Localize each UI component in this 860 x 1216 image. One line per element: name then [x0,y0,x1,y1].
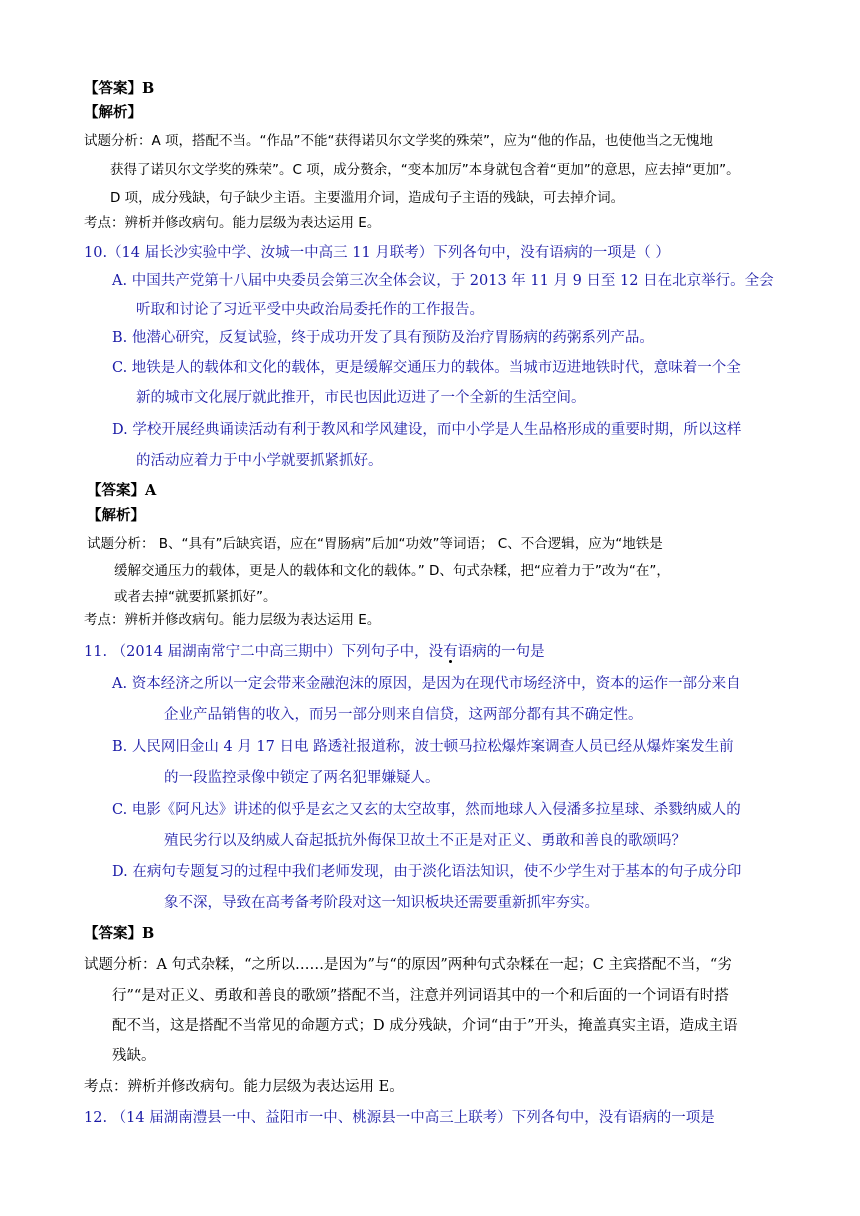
analysis-line: 缓解交通压力的载体，更是人的载体和文化的载体。” D、句式杂糅，把“应着力于”改为“在”， [114,563,670,579]
option-c: C. 地铁是人的载体和文化的载体，更是缓解交通压力的载体。当城市迈进地铁时代，意味着一个全 [112,360,741,376]
option-b-cont: 的一段监控录像中锁定了两名犯罪嫌疑人。 [164,770,440,786]
analysis-line: 试题分析： B、“具有”后缺宾语，应在“胃肠病”后加“功效”等词语； C、不合逻辑，应为“地铁是 [87,536,663,552]
option-d: D. 学校开展经典诵读活动有利于教风和学风建设，而中小学是人生品格形成的重要时期，所以这样 [112,422,742,438]
option-a-cont: 听取和讨论了习近平受中央政治局委托作的工作报告。 [136,302,484,318]
option-a: A. 中国共产党第十八届中央委员会第三次全体会议，于 2013 年 11 月 9 日至 12 日在北京举行。全会 [112,273,774,289]
analysis-line: 试题分析：A 句式杂糅，“之所以……是因为”与“的原因”两种句式杂糅在一起；C 主宾搭配不当，“劣 [84,957,732,973]
question-stem: 11. （2014 届湖南常宁二中高三期中）下列句子中，没有语病的一句是 [84,644,545,660]
emphasis-dot: 有 [443,644,458,660]
option-d: D. 在病句专题复习的过程中我们老师发现，由于淡化语法知识，使不少学生对于基本的句子成分印 [112,864,742,880]
answer-label: 【答案】B [84,80,155,97]
option-b: B. 他潜心研究，反复试验，终于成功开发了具有预防及治疗胃肠病的药粥系列产品。 [112,330,654,346]
analysis-line: 行”“是对正义、勇敢和善良的歌颂”搭配不当，注意并列词语其中的一个和后面的一个词语有时搭 [112,988,729,1004]
analysis-line: 试题分析：A 项，搭配不当。“作品”不能“获得诺贝尔文学奖的殊荣”，应为“他的作品，也使他当之无愧地 [84,133,713,149]
kaodian: 考点：辨析并修改病句。能力层级为表达运用 E。 [84,1079,404,1095]
option-a: A. 资本经济之所以一定会带来金融泡沫的原因，是因为在现代市场经济中，资本的运作一部分来自 [112,676,741,692]
analysis-line: 配不当，这是搭配不当常见的命题方式；D 成分残缺，介词“由于”开头，掩盖真实主语，造成主语 [112,1018,738,1034]
question-stem: 10.（14 届长沙实验中学、汝城一中高三 11 月联考）下列各句中，没有语病的一项是（ ） [84,245,670,261]
option-d-cont: 的活动应着力于中小学就要抓紧抓好。 [136,453,383,469]
analysis-line: 或者去掉“就要抓紧抓好”。 [114,589,277,605]
analysis-line: D 项，成分残缺，句子缺少主语。主要滥用介词，造成句子主语的残缺，可去掉介词。 [110,190,625,206]
answer-label: 【答案】B [84,925,155,942]
analysis-line: 残缺。 [112,1048,156,1064]
option-d-cont: 象不深，导致在高考备考阶段对这一知识板块还需要重新抓牢夯实。 [164,895,599,911]
option-c: C. 电影《阿凡达》讲述的似乎是玄之又玄的太空故事，然而地球人入侵潘多拉星球、杀戮纳威人的 [112,802,741,818]
analysis-label: 【解析】 [84,104,142,121]
analysis-label: 【解析】 [87,507,145,524]
question-stem: 12. （14 届湖南澧县一中、益阳市一中、桃源县一中高三上联考）下列各句中，没有语病的一项是 [84,1110,715,1126]
option-b: B. 人民网旧金山 4 月 17 日电 路透社报道称，波士顿马拉松爆炸案调查人员已经从爆炸案发生前 [112,739,734,755]
kaodian: 考点：辨析并修改病句。能力层级为表达运用 E。 [84,612,381,628]
option-a-cont: 企业产品销售的收入，而另一部分则来自信贷，这两部分都有其不确定性。 [164,707,643,723]
kaodian: 考点：辨析并修改病句。能力层级为表达运用 E。 [84,215,381,231]
option-c-cont: 新的城市文化展厅就此推开，市民也因此迈进了一个全新的生活空间。 [136,390,586,406]
answer-label: 【答案】A [87,482,157,499]
analysis-line: 获得了诺贝尔文学奖的殊荣”。C 项，成分赘余，“变本加厉”本身就包含着“更加”的意思，应去掉“更加”。 [110,162,740,178]
option-c-cont: 殖民劣行以及纳威人奋起抵抗外侮保卫故土不正是对正义、勇敢和善良的歌颂吗？ [164,833,686,849]
